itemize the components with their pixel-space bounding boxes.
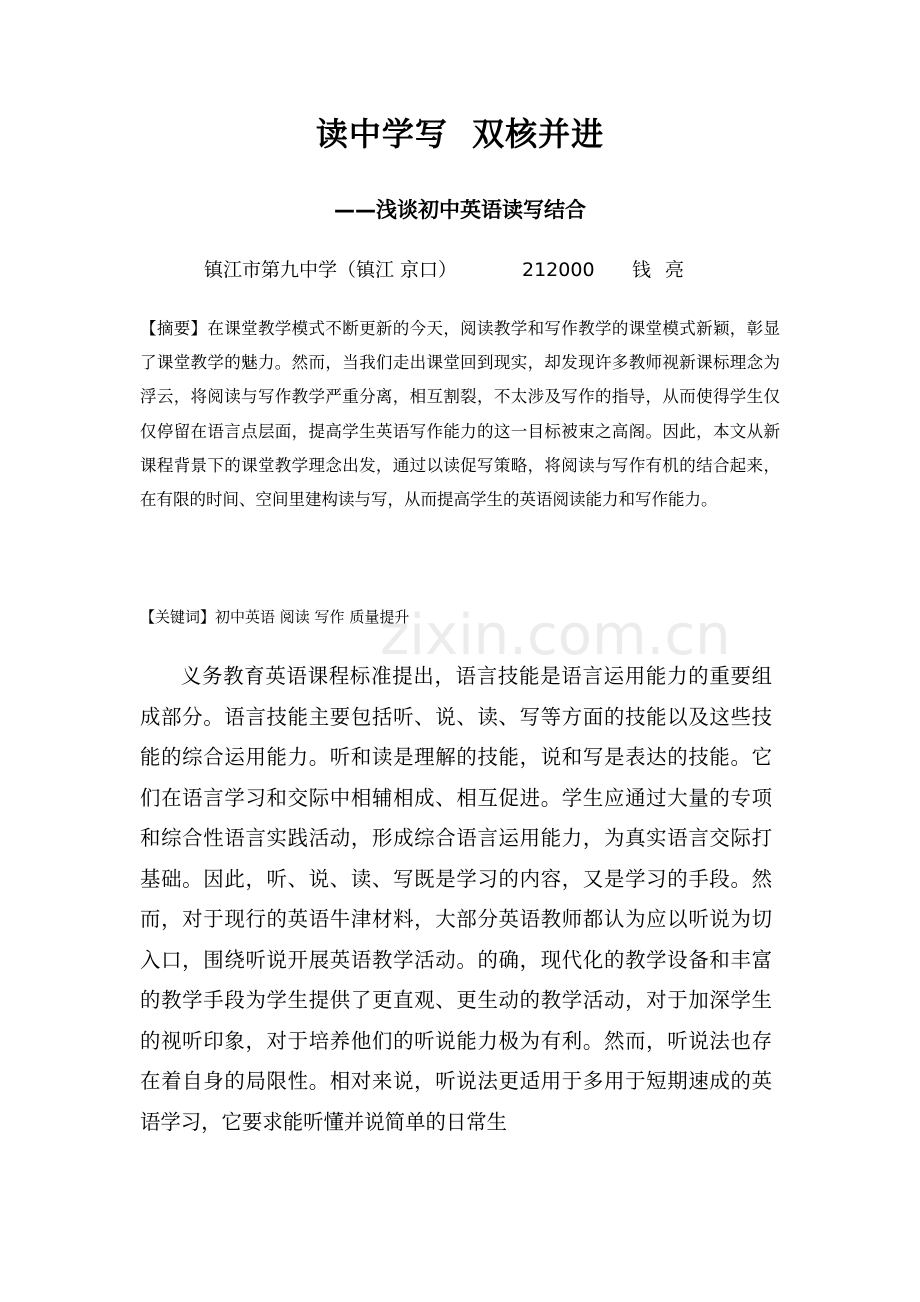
postcode: 212000	[522, 259, 595, 281]
document-title: 读中学写 双核并进	[315, 115, 605, 153]
watermark: zixin.com.cn	[380, 603, 731, 668]
abstract-paragraph	[140, 312, 780, 517]
keywords-label: 【关键词】	[140, 608, 216, 626]
body-paragraph: 义务教育英语课程标准提出，语言技能是语言运用能力的重要组成部分。语言技能主要包括听、说、读、写等方面的技能以及这些技能的综合运用能力。听和读是理解的技能，说和写是表达的技能。它们在语言学习和交际中相辅相成、相互促进。学生应通过大量的专项和综合性语言实践活动，形成综合语言运用能力，为真实语言交际打基础。因此，听、说、读、写既是学习的内容，又是学习的手段。然而，对于现行的英语牛津材料，大部分英语教师都认为应以听说为切入口，围绕听说开展英语教学活动。的确，现代化的教学设备和丰富的教学手段为学生提供了更直观、更生动的教学活动，对于加深学生的视听印象，对于培养他们的听说能力极为有利。然而，听说法也存在着自身的局限性。相对来说，听说法更适用于多用于短期速成的英语学习，它要求能听懂并说简单的日常生	[140, 664, 772, 1134]
author-line	[204, 252, 764, 288]
keywords-text: 初中英语 阅读 写作 质量提升	[215, 608, 410, 626]
keywords-line	[140, 600, 780, 634]
abstract-label: 【摘要】	[140, 319, 208, 338]
school-name: 镇江市第九中学（镇江 京口）	[204, 259, 458, 281]
author-name: 钱 亮	[632, 259, 689, 281]
document-subtitle: ——浅谈初中英语读写结合	[334, 198, 586, 222]
abstract-text: 在课堂教学模式不断更新的今天，阅读教学和写作教学的课堂模式新颖，彰显了课堂教学的魅力。然而，当我们走出课堂回到现实，却发现许多教师视新课标理念为浮云，将阅读与写作教学严重分离，相互割裂，不太涉及写作的指导，从而使得学生仅仅停留在语言点层面，提高学生英语写作能力的这一目标被束之高阁。因此，本文从新课程背景下的课堂教学理念出发，通过以读促写策略，将阅读与写作有机的结合起来，在有限的时间、空间里建构读与写，从而提高学生的英语阅读能力和写作能力。	[140, 319, 781, 510]
